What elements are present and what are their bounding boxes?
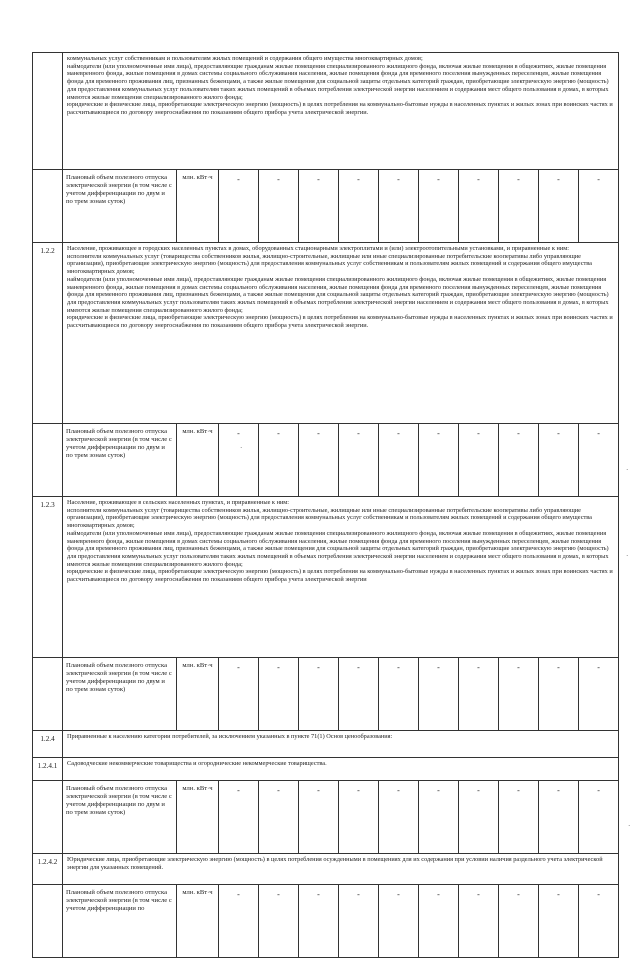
row-description [63,243,619,424]
row-r123 [33,497,619,658]
value-cell: - [579,885,619,958]
value-cell: - [459,170,499,243]
plan-volume-row [33,885,619,958]
value-cell: - [339,658,379,731]
row-description [63,497,619,658]
row-description [63,53,619,170]
value-cell: - [579,424,619,497]
row-number-empty [33,781,63,854]
row-description: Приравненные к населению категории потребителей, за исключением указанных в пункте 71(1) Основ ценообразования: [63,731,619,758]
description-paragraph: Население, проживающее в сельских населенных пунктах, и приравненные к ним: [67,499,290,506]
value-cell: - [379,424,419,497]
description-paragraph: наймодатели (или уполномоченные ими лица), предоставляющие гражданам жилые помещения специализированного жилищного фонда, включая жилые помещения в общежитиях, жилые помещения маневренного фонда, жилые помещения в домах системы социального обслуживания населения, жилые помещения фонда для временного поселения вынужденных переселенцев, жилые помещения фонда для временного проживания лиц, признанных беженцами, а также жилые помещения для социальной защиты отдельных категорий граждан, приобретающие электрическую энергию (мощность) для предоставления коммунальных услуг пользователям таких жилых помещений в объемах потребления электрической энергии населением и содержания мест общего пользования в домах, в которых имеются жилые помещения специализированного жилого фонда; [67,529,609,568]
plan-volume-row [33,781,619,854]
row-r122 [33,243,619,424]
value-cell: - [419,885,459,958]
description-paragraph: юридические и физические лица, приобретающие электрическую энергию (мощность) в целях потребления на коммунально-бытовые нужды в населенных пунктах и жилых зонах при воинских частях и рассчитывающиеся по договору энергоснабжения по показаниям общего прибора учета электрической энергии [67,568,613,584]
row-number: 1.2.4 [33,731,63,758]
value-cell: - [219,658,259,731]
row-number-empty [33,424,63,497]
value-cell: - [579,781,619,854]
value-cell: - [499,424,539,497]
value-cell: - [259,424,299,497]
value-cell: - [339,424,379,497]
value-cell: - [259,658,299,731]
description-paragraph: Население, проживающее в городских населенных пунктах в домах, оборудованных стационарными электроплитами и (или) электроотопительными установками, и приравненные к ним: [67,245,570,252]
value-cell: - [259,781,299,854]
row-r124 [33,731,619,758]
row-number-empty [33,658,63,731]
unit-cell: млн. кВт·ч [177,170,219,243]
value-cell: - [539,170,579,243]
row-description: Юридические лица, приобретающие электрическую энергию (мощность) в целях потребления осужденными в помещениях для их содержания при условии наличия раздельного учета электрической энергии для указанных помещений. [63,854,619,885]
value-cell: - [499,658,539,731]
value-cell: - [419,170,459,243]
value-cell: - [539,658,579,731]
row-number: 1.2.3 [33,497,63,658]
value-cell: - [379,781,419,854]
unit-cell: млн. кВт·ч [177,781,219,854]
description-paragraph: исполнители коммунальных услуг (товарищества собственников жилья, жилищно-строительные, жилищные или иные специализированные потребительские кооперативы либо управляющие организации), приобретающие электрическую энергию (мощность) для предоставления коммунальных услуг собственникам и пользователям жилых помещений и содержания общего имущества многоквартирных домов; [67,506,592,530]
unit-cell: млн. кВт·ч [177,658,219,731]
value-cell: - [459,781,499,854]
row-description: Садоводческие некоммерческие товарищества и огороднические некоммерческие товарищества. [63,758,619,781]
plan-volume-label: Плановый объем полезного отпуска электрической энергии (в том числе с учетом дифференциации по двум и по трем зонам суток) [63,424,177,497]
value-cell: - [219,424,259,497]
scan-mark: · [240,444,243,452]
value-cell: - [499,781,539,854]
value-cell: - [579,170,619,243]
row-number-empty [33,170,63,243]
value-cell: - [219,781,259,854]
value-cell: - [299,658,339,731]
unit-cell: млн. кВт·ч [177,885,219,958]
row-number: 1.2.4.1 [33,758,63,781]
value-cell: - [379,170,419,243]
value-cell: - [299,885,339,958]
value-cell: - [339,885,379,958]
value-cell: - [219,885,259,958]
value-cell: - [419,424,459,497]
value-cell: - [499,170,539,243]
row-number [33,53,63,170]
description-paragraph: наймодатели (или уполномоченные ими лица), предоставляющие гражданам жилые помещения специализированного жилищного фонда, включая жилые помещения в общежитиях, жилые помещения маневренного фонда, жилые помещения в домах системы социального обслуживания населения, жилые помещения фонда для временного поселения вынужденных переселенцев, жилые помещения фонда для временного проживания лиц, признанных беженцами, а также жилые помещения для социальной защиты отдельных категорий граждан, приобретающие электрическую энергию (мощность) для предоставления коммунальных услуг пользователям таких жилых помещений в объемах потребления электрической энергии населением и содержания мест общего пользования в домах, в которых имеются жилые помещения специализированного жилого фонда; [67,275,609,314]
description-paragraph: юридические и физические лица, приобретающие электрическую энергию (мощность) в целях потребления на коммунально-бытовые нужды в населенных пунктах и жилых зонах при воинских частях и рассчитывающиеся по договору энергоснабжения по показаниям общего прибора учета электрической энергии. [67,101,613,116]
plan-volume-row [33,424,619,497]
value-cell: - [419,658,459,731]
plan-volume-label: Плановый объем полезного отпуска электрической энергии (в том числе с учетом дифференциации по двум и по трем зонам суток) [63,170,177,243]
plan-volume-label: Плановый объем полезного отпуска электрической энергии (в том числе с учетом дифференциации по двум и по трем зонам суток) [63,781,177,854]
tariff-table [32,52,619,958]
description-paragraph: юридические и физические лица, приобретающие электрическую энергию (мощность) в целях потребления на коммунально-бытовые нужды в населенных пунктах и жилых зонах при воинских частях и рассчитывающиеся по договору энергоснабжения по показаниям общего прибора учета электрической энергии. [67,314,613,330]
description-paragraph: наймодатели (или уполномоченные ими лица), предоставляющие гражданам жилые помещения специализированного жилищного фонда, включая жилые помещения в общежитиях, жилые помещения маневренного фонда, жилые помещения в домах системы социального обслуживания населения, жилые помещения фонда для временного поселения вынужденных переселенцев, жилые помещения фонда для временного проживания лиц, признанных беженцами, а также жилые помещения для социальной защиты отдельных категорий граждан, приобретающие электрическую энергию (мощность) для предоставления коммунальных услуг пользователям таких жилых помещений в объемах потребления электрической энергии населением и содержания мест общего пользования в домах, в которых имеются жилые помещения специализированного жилого фонда; [67,62,609,101]
value-cell: - [459,885,499,958]
value-cell: - [379,885,419,958]
description-paragraph: коммунальных услуг собственникам и пользователям жилых помещений и содержания общего имущества многоквартирных домов; [67,55,423,62]
value-cell: - [339,170,379,243]
description-paragraph: исполнители коммунальных услуг (товарищества собственников жилья, жилищно-строительные, жилищные или иные специализированные потребительские кооперативы либо управляющие организации), приобретающие электрическую энергию (мощность) для предоставления коммунальных услуг собственникам и пользователям жилых помещений и содержания общего имущества многоквартирных домов; [67,252,592,276]
value-cell: - [299,781,339,854]
scan-mark: · [626,552,629,560]
scan-mark: · [626,466,629,474]
value-cell: - [219,170,259,243]
row-r1242 [33,854,619,885]
value-cell: - [419,781,459,854]
value-cell: - [299,424,339,497]
unit-cell: млн. кВт·ч [177,424,219,497]
value-cell: - [459,424,499,497]
value-cell: - [499,885,539,958]
row-number: 1.2.2 [33,243,63,424]
value-cell: - [539,781,579,854]
row-r1241 [33,758,619,781]
plan-volume-label: Плановый объем полезного отпуска электрической энергии (в том числе с учетом дифференциации по [63,885,177,958]
scan-mark: · [628,822,631,830]
row-r121_cont [33,53,619,170]
plan-volume-row [33,170,619,243]
value-cell: - [339,781,379,854]
plan-volume-row [33,658,619,731]
value-cell: - [539,424,579,497]
value-cell: - [459,658,499,731]
row-number-empty [33,885,63,958]
value-cell: - [539,885,579,958]
value-cell: - [259,885,299,958]
row-number: 1.2.4.2 [33,854,63,885]
value-cell: - [299,170,339,243]
plan-volume-label: Плановый объем полезного отпуска электрической энергии (в том числе с учетом дифференциации по двум и по трем зонам суток) [63,658,177,731]
value-cell: - [379,658,419,731]
value-cell: - [259,170,299,243]
value-cell: - [579,658,619,731]
